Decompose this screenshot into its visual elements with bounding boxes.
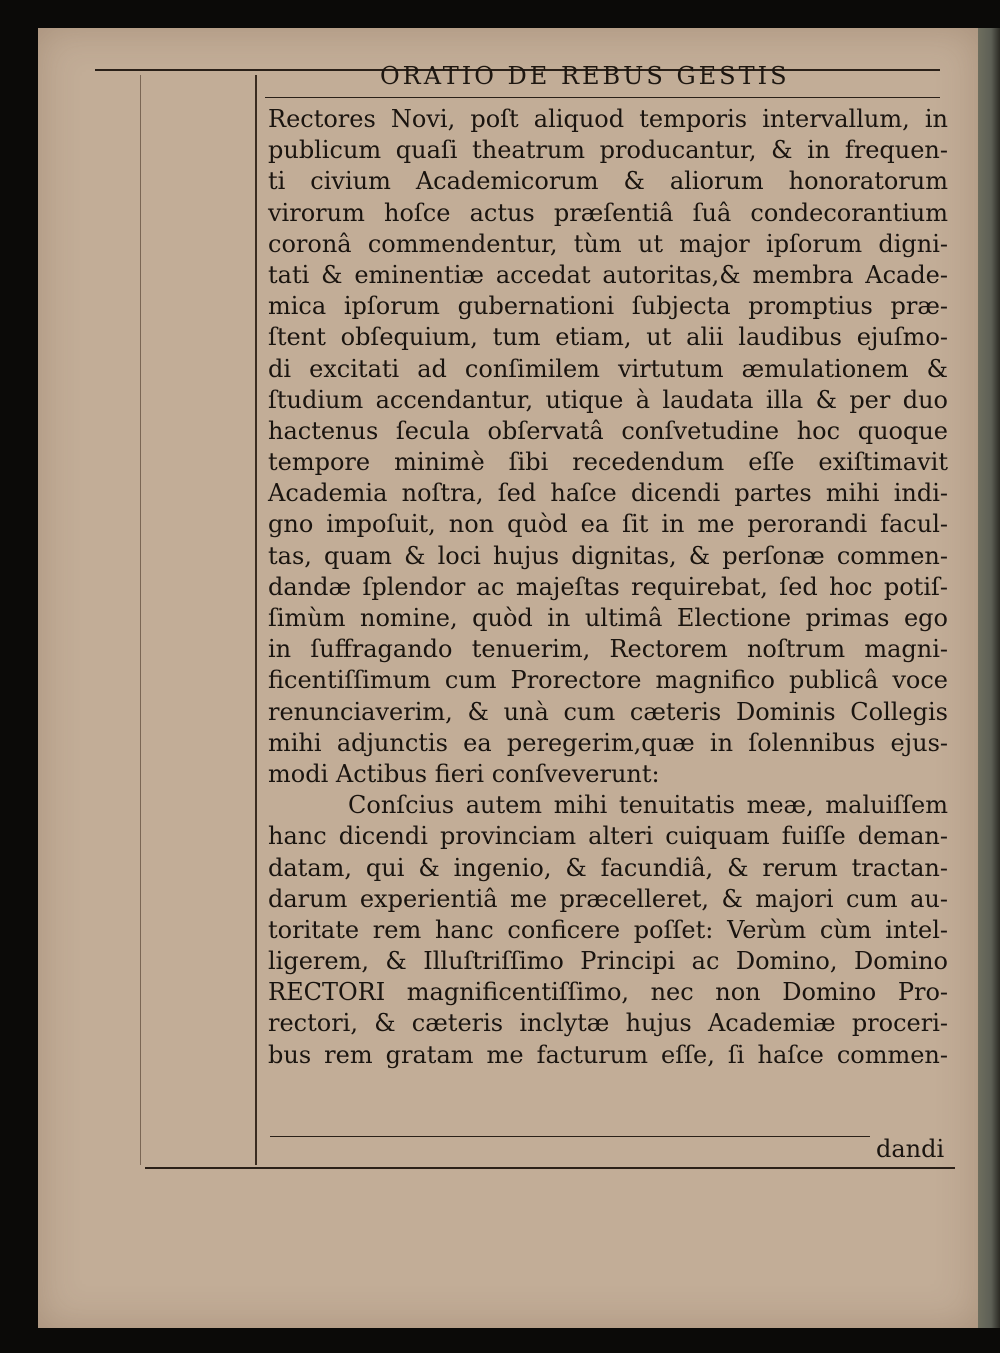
bottom-rule bbox=[145, 1167, 955, 1169]
text-line: renunciaverim, & unà cum cæteris Dominis Collegis bbox=[268, 697, 948, 726]
text-line: Academia noſtra, ſed haſce dicendi partes mihi indi- bbox=[268, 479, 948, 508]
text-line: tas, quam & loci hujus dignitas, & perſonæ commen- bbox=[268, 541, 948, 570]
text-line: ligerem, & Illuſtriſſimo Principi ac Domino, Domino bbox=[268, 947, 948, 976]
text-line: dandæ ſplendor ac majeſtas requirebat, ſed hoc potiſ- bbox=[268, 572, 948, 601]
text-line: gno impoſuit, non quòd ea ſit in me perorandi facul- bbox=[268, 510, 948, 539]
text-line: di excitati ad conſimilem virtutum æmulationem & bbox=[268, 354, 948, 383]
margin-rule bbox=[140, 75, 141, 1165]
text-line: mihi adjunctis ea peregerim,quæ in ſolennibus ejus- bbox=[268, 728, 948, 757]
text-line: publicum quaſi theatrum producantur, & in frequen- bbox=[268, 136, 948, 165]
text-line: bus rem gratam me facturum eſſe, ſi haſce commen- bbox=[268, 1040, 948, 1069]
text-line: tempore minimè ſibi recedendum eſſe exiſtimavit bbox=[268, 448, 948, 477]
text-block bbox=[268, 104, 948, 1071]
text-line: ſimùm nomine, quòd in ultimâ Electione primas ego bbox=[268, 604, 948, 632]
text-column-rule bbox=[255, 75, 257, 1165]
text-line: rectori, & cæteris inclytæ hujus Academiæ proceri- bbox=[268, 1009, 948, 1038]
text-line: datam, qui & ingenio, & facundiâ, & rerum tractan- bbox=[268, 853, 948, 882]
text-line: Rectores Novi, poſt aliquod temporis intervallum, in bbox=[268, 105, 948, 133]
page-edge bbox=[978, 28, 1000, 1328]
running-head: ORATIO DE REBUS GESTIS bbox=[380, 62, 790, 90]
text-line: ficentiſſimum cum Prorectore magnifico publicâ voce bbox=[268, 666, 948, 695]
catchword: dandi bbox=[876, 1135, 945, 1163]
text-line: modi Actibus fieri conſveverunt: bbox=[268, 759, 660, 788]
footer-rule bbox=[270, 1136, 870, 1137]
text-line: ſtent obſequium, tum etiam, ut alii laudibus ejuſmo- bbox=[268, 323, 948, 352]
text-line: toritate rem hanc conficere poſſet: Verùm cùm intel- bbox=[268, 915, 948, 944]
text-line: RECTORI magnificentiſſimo, nec non Domino Pro- bbox=[268, 978, 948, 1007]
text-line: darum experientiâ me præcelleret, & majori cum au- bbox=[268, 884, 948, 913]
text-line: ti civium Academicorum & aliorum honoratorum bbox=[268, 167, 948, 196]
text-line: ſtudium accendantur, utique à laudata illa & per duo bbox=[268, 385, 948, 414]
header-underline bbox=[265, 97, 940, 98]
text-line: hanc dicendi provinciam alteri cuiquam fuiſſe deman- bbox=[268, 822, 948, 851]
text-line: hactenus ſecula obſervatâ conſvetudine hoc quoque bbox=[268, 416, 948, 445]
text-line: tati & eminentiæ accedat autoritas,& membra Acade- bbox=[268, 260, 948, 289]
text-line: coronâ commendentur, tùm ut major ipſorum digni- bbox=[268, 229, 948, 258]
text-line: virorum hoſce actus præſentiâ ſuâ condecorantium bbox=[268, 198, 948, 227]
text-line: Conſcius autem mihi tenuitatis meæ, maluiſſem bbox=[348, 791, 948, 820]
text-line: mica ipſorum gubernationi ſubjecta promptius præ- bbox=[268, 292, 948, 321]
text-line: in ſuffragando tenuerim, Rectorem noſtrum magni- bbox=[268, 635, 948, 664]
